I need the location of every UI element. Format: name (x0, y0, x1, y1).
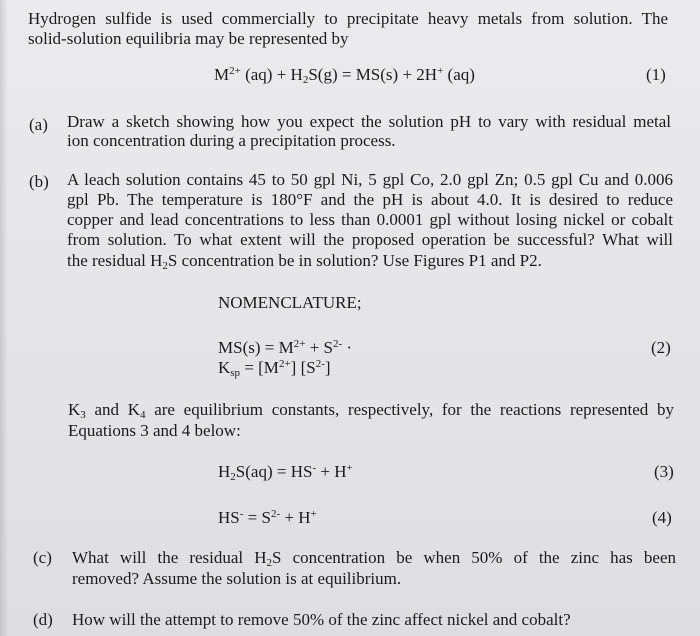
nomenclature-heading: NOMENCLATURE; (218, 293, 362, 312)
equation-4: $HS^- = S^{2-} + H^+$ (218, 508, 317, 527)
page-edge-shadow (0, 0, 8, 636)
part-b-line-2: gpl Pb. The temperature is 180°F and the pH is about 4.0. It is desired to reduce (67, 190, 673, 209)
equation-3-number: (3) (654, 462, 674, 481)
part-b-label: (b) (29, 172, 49, 191)
part-b-line-5: the residual $H_2S$ concentration be in solution? Use Figures P1 and P2. (67, 251, 542, 272)
equation-1: $M^{2+}$ $(aq) + H_2S(g) = MS(s) + 2H^+$ (aq) (214, 65, 475, 86)
equation-2-number: (2) (651, 338, 671, 357)
part-a-line-1: Draw a sketch showing how you expect the solution pH to vary with residual metal (67, 112, 671, 131)
part-c-label: (c) (33, 548, 52, 567)
intro-line-1: Hydrogen sulfide is used commercially to precipitate heavy metals from solution. The (28, 9, 668, 28)
part-c-line-2: removed? Assume the solution is at equilibrium. (72, 569, 402, 588)
part-d-line-1: How will the attempt to remove 50% of the zinc affect nickel and cobalt? (72, 610, 571, 629)
equation-3: $H_2S(aq) = HS^- + H^+$ (218, 462, 353, 483)
k-constants-line-2: Equations 3 and 4 below: (68, 421, 241, 440)
equation-2-line-2: $K_{sp} = [M^{2+}]$ $[S^{2-}]$ (218, 358, 331, 379)
part-d-label: (d) (33, 610, 53, 629)
equation-2-line-1: $MS(s) = M^{2+} + S^{2-}$ · (218, 338, 353, 357)
equation-4-number: (4) (652, 508, 672, 527)
part-c-line-1: What will the residual $H_2S$ concentration be when 50% of the zinc has been (72, 548, 676, 569)
k-constants-line-1: $K_3$ and $K_4$ are equilibrium constants, respectively, for the reactions represented by (68, 400, 674, 421)
part-b-line-4: from solution. To what extent will the proposed operation be successful? What will (67, 230, 673, 249)
part-a-label: (a) (29, 115, 48, 134)
equation-1-number: (1) (646, 65, 666, 84)
part-b-line-3: copper and lead concentrations to less than 0.0001 gpl without losing nickel or cobalt (67, 210, 673, 229)
intro-line-2: solid-solution equilibria may be represented by (28, 29, 349, 48)
part-a-line-2: ion concentration during a precipitation process. (67, 131, 396, 150)
part-b-line-1: A leach solution contains 45 to 50 gpl Ni, 5 gpl Co, 2.0 gpl Zn; 0.5 gpl Cu and 0.006 (67, 170, 673, 189)
